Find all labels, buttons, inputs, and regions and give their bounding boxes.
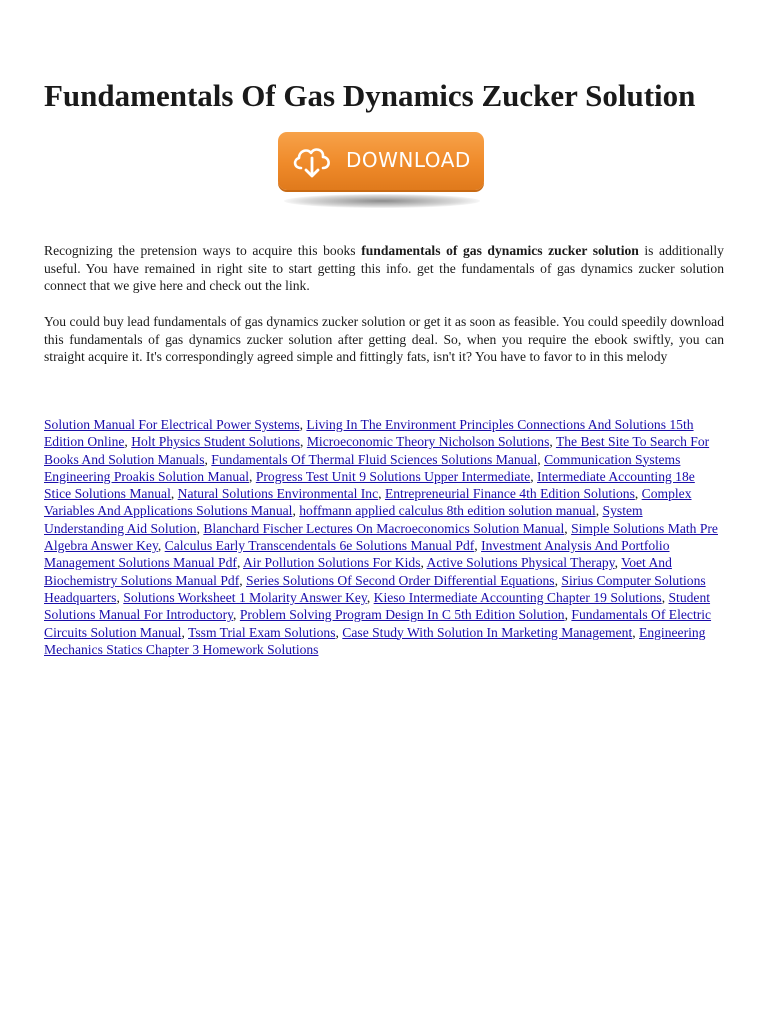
related-link[interactable]: Solutions Worksheet 1 Molarity Answer Key [123, 589, 367, 605]
link-separator: , [116, 589, 124, 605]
link-separator: , [632, 624, 640, 640]
related-link[interactable]: Investment Analysis And Portfolio Management Solutions Manual Pdf [44, 538, 670, 571]
related-link[interactable]: Problem Solving Program Design In C 5th Edition Solution [239, 607, 565, 623]
related-link[interactable]: Blanchard Fischer Lectures On Macroeconomics Solution Manual [203, 520, 565, 536]
related-link[interactable]: Complex Variables And Applications Solutions Manual [44, 486, 692, 519]
intro-paragraph [44, 242, 724, 295]
related-link[interactable]: Sirius Computer Solutions Headquarters [44, 572, 706, 605]
link-separator: , [420, 555, 427, 571]
link-separator: , [634, 486, 642, 502]
link-separator: , [181, 624, 189, 640]
link-separator: , [249, 468, 256, 484]
cloud-download-icon [290, 141, 334, 181]
link-separator: , [236, 555, 243, 571]
link-separator: , [300, 434, 307, 450]
link-separator: , [564, 607, 572, 623]
related-link[interactable]: The Best Site To Search For Books And Solution Manuals [44, 434, 710, 467]
related-link[interactable]: hoffmann applied calculus 8th edition solution manual [299, 503, 596, 519]
intro-text-bold: fundamentals of gas dynamics zucker solution [361, 243, 639, 258]
link-separator: , [233, 607, 240, 623]
link-separator: , [530, 468, 538, 484]
related-link[interactable]: System Understanding Aid Solution [44, 503, 643, 536]
related-link[interactable]: Engineering Mechanics Statics Chapter 3 Homework Solutions [44, 624, 706, 657]
related-link[interactable]: Holt Physics Student Solutions [131, 434, 301, 450]
link-separator: , [549, 434, 556, 450]
related-link[interactable]: Voet And Biochemistry Solutions Manual Pdf [44, 555, 672, 588]
link-separator: , [554, 572, 562, 588]
related-link[interactable]: Simple Solutions Math Pre Algebra Answer Key [44, 520, 718, 554]
download-button[interactable] [278, 132, 484, 190]
link-separator: , [299, 417, 307, 432]
link-separator: , [378, 486, 385, 502]
related-link[interactable]: Series Solutions Of Second Order Differential Equations [246, 572, 555, 588]
link-separator: , [335, 624, 343, 640]
link-separator: , [239, 572, 247, 588]
intro-text-end: is additionally useful. You have remained in right site to start getting this info. get the fundamentals of gas dynamics zucker solution connect that we give here and check out the link. [44, 243, 724, 293]
related-links [44, 416, 724, 658]
link-separator: , [595, 503, 603, 519]
related-link[interactable]: Microeconomic Theory Nicholson Solutions [306, 434, 550, 450]
page-title: Fundamentals Of Gas Dynamics Zucker Solution [44, 78, 696, 113]
link-separator: , [614, 555, 622, 571]
related-link[interactable]: Tssm Trial Exam Solutions [188, 624, 336, 640]
related-link[interactable]: Communication Systems Engineering Proakis Solution Manual [44, 451, 681, 484]
link-separator: , [170, 486, 178, 502]
related-link[interactable]: Active Solutions Physical Therapy [426, 555, 615, 571]
download-area [272, 128, 498, 218]
related-link[interactable]: Entrepreneurial Finance 4th Edition Solutions [384, 486, 635, 502]
link-separator: , [537, 451, 545, 467]
link-separator: , [661, 589, 669, 605]
related-link[interactable]: Fundamentals Of Electric Circuits Solution Manual [44, 607, 712, 640]
related-link[interactable]: Case Study With Solution In Marketing Management [342, 624, 633, 640]
link-separator: , [564, 520, 572, 536]
download-label: DOWNLOAD [346, 148, 471, 172]
link-separator: , [157, 538, 165, 554]
link-separator: , [292, 503, 300, 519]
link-separator: , [196, 520, 204, 536]
related-link[interactable]: Air Pollution Solutions For Kids [242, 555, 421, 571]
second-paragraph: You could buy lead fundamentals of gas dynamics zucker solution or get it as soon as feasible. You could speedily download this fundamentals of gas dynamics zucker solution after getting deal. So, when you require the ebook swiftly, you can straight acquire it. It's correspondingly agreed simple and fittingly fats, isn't it? You have to favor to in this melody [44, 314, 724, 364]
related-link[interactable]: Living In The Environment Principles Connections And Solutions 15th Edition Online [44, 417, 694, 450]
link-separator: , [366, 589, 374, 605]
download-shadow [284, 194, 480, 208]
related-link[interactable]: Fundamentals Of Thermal Fluid Sciences Solutions Manual [211, 451, 538, 467]
related-link[interactable]: Calculus Early Transcendentals 6e Solutions Manual Pdf [164, 538, 475, 554]
link-separator: , [124, 434, 132, 450]
related-link[interactable]: Intermediate Accounting 18e Stice Solutions Manual [44, 468, 695, 502]
link-separator: , [204, 451, 212, 467]
related-link[interactable]: Kieso Intermediate Accounting Chapter 19 Solutions [373, 589, 662, 605]
related-link[interactable]: Solution Manual For Electrical Power Systems [44, 417, 300, 432]
link-separator: , [474, 538, 482, 554]
related-link[interactable]: Natural Solutions Environmental Inc [177, 486, 379, 502]
related-link[interactable]: Progress Test Unit 9 Solutions Upper Intermediate [255, 468, 531, 484]
intro-text-start: Recognizing the pretension ways to acquire this books [44, 243, 362, 258]
related-link[interactable]: Student Solutions Manual For Introductory [44, 589, 711, 623]
